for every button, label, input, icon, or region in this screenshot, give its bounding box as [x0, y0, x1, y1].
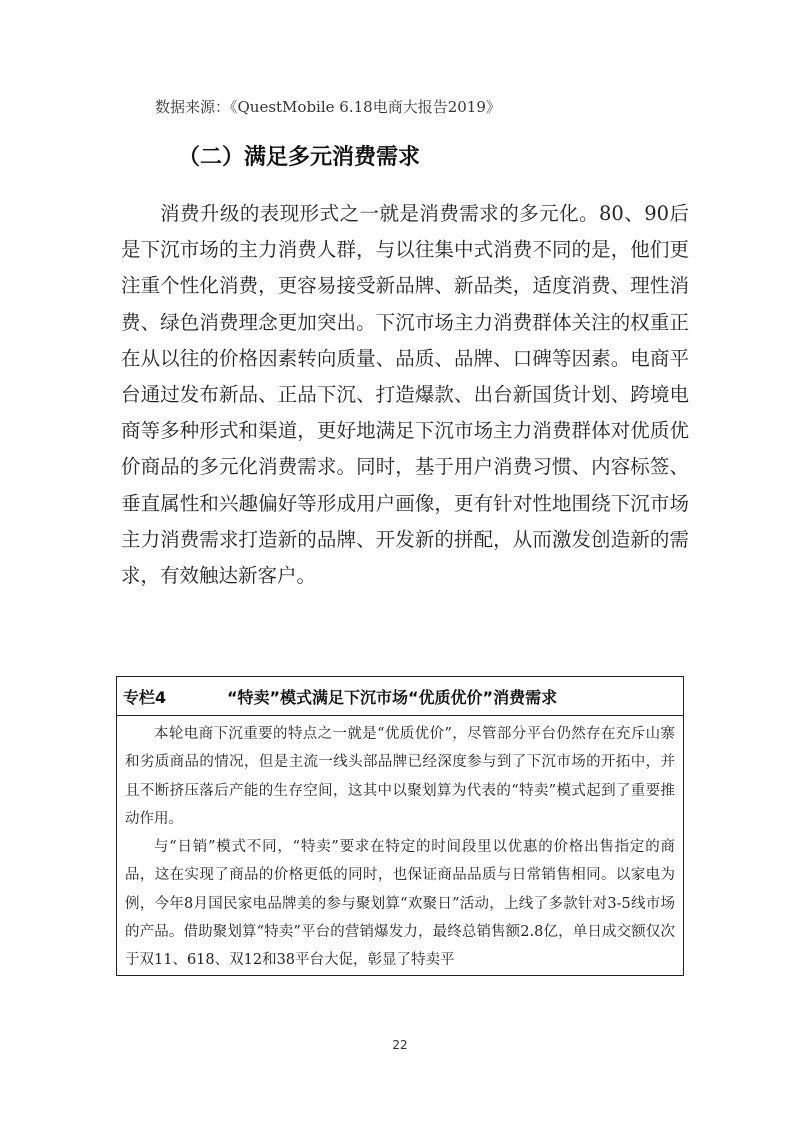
body-paragraph: 消费升级的表现形式之一就是消费需求的多元化。80、90后是下沉市场的主力消费人群，与以往集中式消费不同的是，他们更注重个性化消费，更容易接受新品牌、新品类，适度消费、理性消费、绿色消费理念更加突出。下沉市场主力消费群体关注的权重正在从以往的价格因素转向质量、品质、品牌、口碑等因素。电商平台通过发布新品、正品下沉、打造爆款、出台新国货计划、跨境电商等多种形式和渠道，更好地满足下沉市场主力消费群体对优质优价商品的多元化消费需求。同时，基于用户消费习惯、内容标签、垂直属性和兴趣偏好等形成用户画像，更有针对性地围绕下沉市场主力消费需求打造新的品牌、开发新的拼配，从而激发创造新的需求，有效触达新客户。	[121, 202, 689, 588]
section-heading: （二）满足多元消费需求	[178, 145, 421, 170]
column-box-header	[117, 677, 683, 716]
column-box	[116, 676, 684, 976]
column-body	[117, 716, 683, 975]
column-tag: 专栏4	[123, 687, 167, 707]
data-source-note: 数据来源：《QuestMobile 6.18电商大报告2019》	[155, 98, 501, 116]
column-paragraph: 本轮电商下沉重要的特点之一就是“优质优价”，尽管部分平台仍然存在充斥山寨和劣质商品的情况，但是主流一线头部品牌已经深度参与到了下沉市场的开拓中，并且不断挤压落后产能的生存空间，这其中以聚划算为代表的“特卖”模式起到了重要推动作用。	[125, 726, 675, 827]
page-number: 22	[392, 1038, 408, 1052]
column-paragraph: 与“日销”模式不同，“特卖”要求在特定的时间段里以优惠的价格出售指定的商品，这在实现了商品的价格更低的同时，也保证商品品质与日常销售相同。以家电为例，今年8月国民家电品牌美的参与聚划算“欢聚日”活动，上线了多款针对3-5线市场的产品。借助聚划算“特卖”平台的营销爆发力，最终总销售额2.8亿，单日成交额仅次于双11、618、双12和38平台大促，彰显了特卖平	[125, 839, 675, 969]
column-title: “特卖”模式满足下沉市场“优质优价”消费需求	[227, 687, 558, 707]
